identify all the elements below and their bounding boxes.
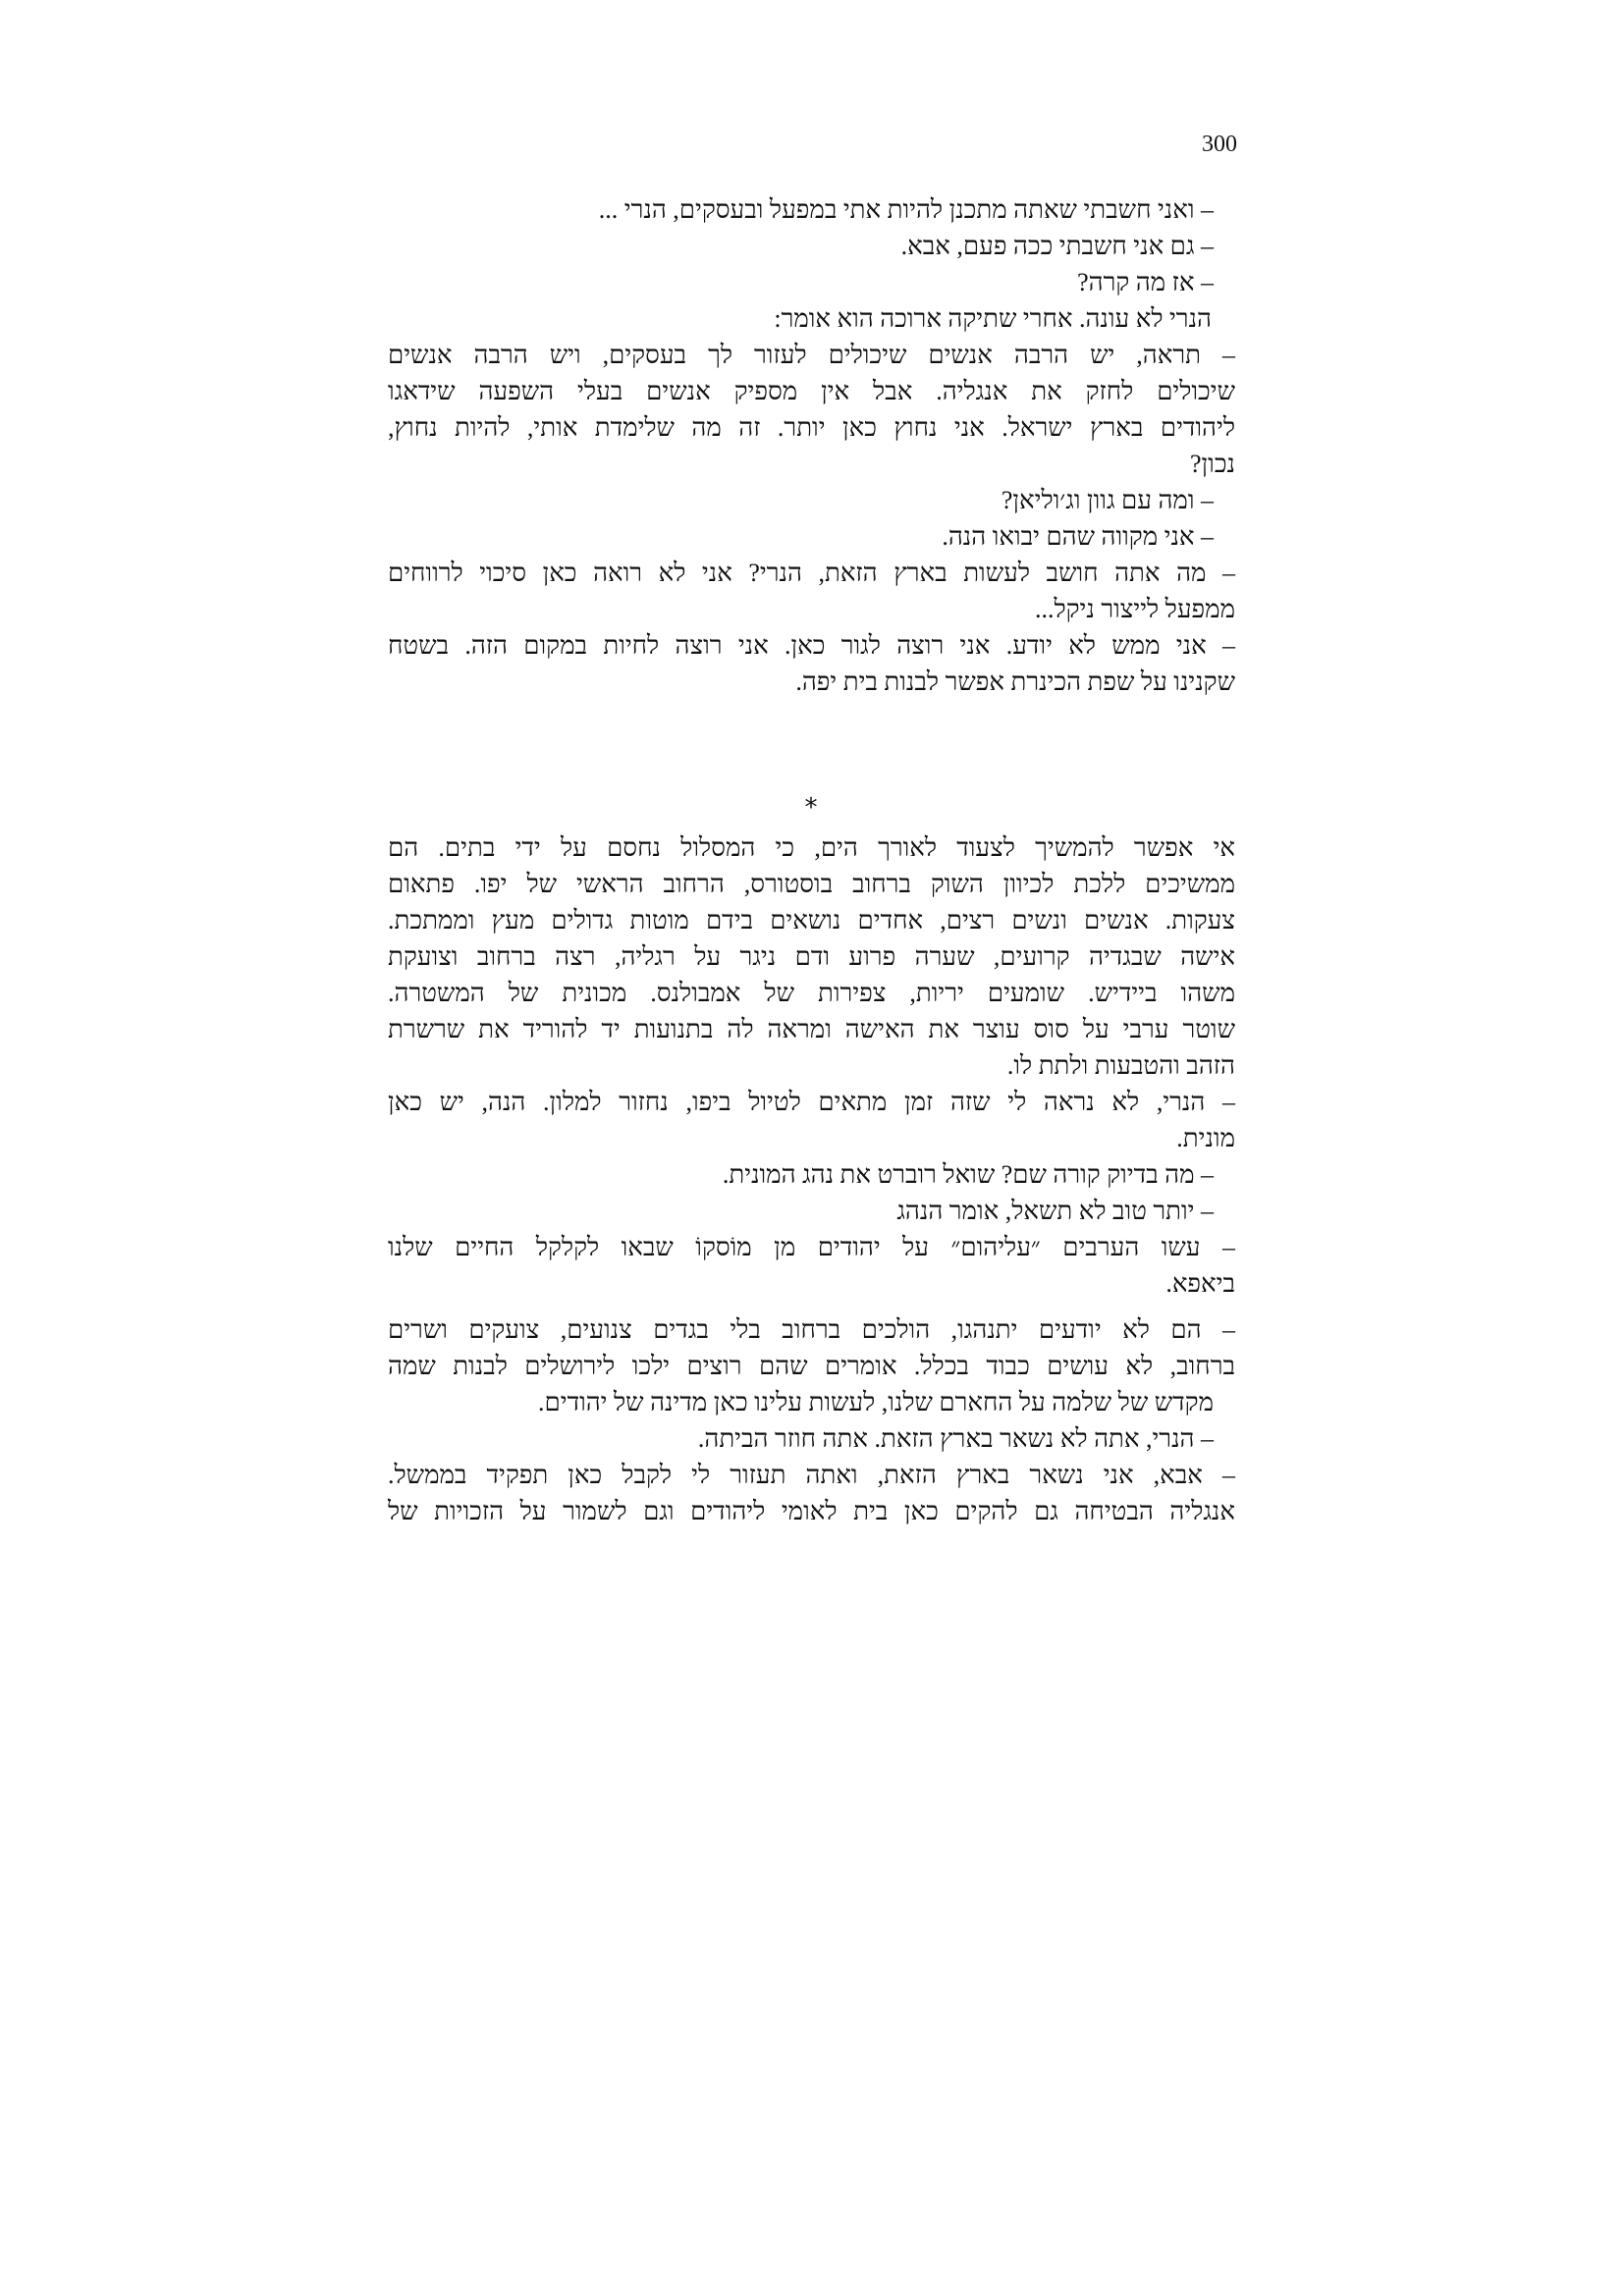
- dialogue-line: – תראה, יש הרבה אנשים שיכולים לעזור לך בעסקים, ויש הרבה אנשים: [388, 341, 1235, 369]
- narration-line: צעקות. אנשים ונשים רצים, אחדים נושאים בידם מוטות גדולים מעץ וממתכת.: [388, 906, 1235, 934]
- dialogue-line: – עשו הערבים ״עליהום״ על יהודים מן מוֹסקוֹ שבאו לקלקל החיים שלנו: [388, 1233, 1235, 1261]
- dialogue-line: – יותר טוב לא תשאל, אומר הנהג: [896, 1197, 1214, 1225]
- dialogue-line: – ומה עם גוון וג׳וליאן?: [1001, 486, 1214, 514]
- dialogue-line: – גם אני חשבתי ככה פעם, אבא.: [900, 232, 1214, 260]
- section-separator: *: [804, 793, 818, 823]
- narration-line: שוטר ערבי על סוס עוצר את האישה ומראה לה בתנועות יד להוריד את שרשרת: [388, 1015, 1235, 1043]
- dialogue-line: – ואני חשבתי שאתה מתכנן להיות אתי במפעל ובעסקים, הנרי ...: [598, 195, 1214, 224]
- narration-line: אי אפשר להמשיך לצעוד לאורך הים, כי המסלול נחסם על ידי בתים. הם: [388, 833, 1235, 862]
- dialogue-line: – מה אתה חושב לעשות בארץ הזאת, הנרי? אני לא רואה כאן סיכוי לרווחים: [388, 559, 1235, 587]
- text-line: ממפעל לייצור ניקל...: [1034, 595, 1235, 623]
- dialogue-line: – הנרי, לא נראה לי שזה זמן מתאים לטיול ביפו, נחזור למלון. הנה, יש כאן: [388, 1088, 1235, 1116]
- text-line: נכון?: [1190, 450, 1235, 478]
- dialogue-line: – אני ממש לא יודע. אני רוצה לגור כאן. אני רוצה לחיות במקום הזה. בשטח: [388, 631, 1235, 660]
- dialogue-line: – מה בדיוק קורה שם? שואל רוברט את נהג המונית.: [722, 1160, 1214, 1189]
- narration-line: הזהב והטבעות ולתת לו.: [1006, 1051, 1235, 1080]
- text-line: שקנינו על שפת הכינרת אפשר לבנות בית יפה.: [795, 667, 1235, 696]
- dialogue-line: – הנרי, אתה לא נשאר בארץ הזאת. אתה חוזר הביתה.: [697, 1424, 1214, 1453]
- text-line: שיכולים לחזק את אנגליה. אבל אין מספיק אנשים בעלי השפעה שידאגו: [388, 377, 1235, 405]
- dialogue-line: – הם לא יודעים יתנהגו, הולכים ברחוב בלי בגדים צנועים, צועקים ושרים: [388, 1315, 1235, 1344]
- narration-line: משהו ביידיש. שומעים יריות, צפירות של אמבולנס. מכונית של המשטרה.: [388, 979, 1235, 1007]
- narration-line: ממשיכים ללכת לכיוון השוק ברחוב בוסטורס, הרחוב הראשי של יפו. פתאום: [388, 870, 1235, 898]
- narration-line: הנרי לא עונה. אחרי שתיקה ארוכה הוא אומר:: [774, 304, 1212, 333]
- text-line: ביאפא.: [1165, 1269, 1235, 1298]
- text-line: מונית.: [1176, 1124, 1235, 1152]
- narration-line: אישה שבגדיה קרועים, שערה פרוע ודם ניגר על רגליה, רצה ברחוב וצועקת: [388, 942, 1235, 971]
- text-line: ברחוב, לא עושים כבוד בכלל. אומרים שהם רוצים ילכו לירושלים לבנות שמה: [388, 1352, 1235, 1380]
- page-number: 300: [1202, 132, 1237, 157]
- text-line: מקדש של שלמה על החארם שלנו, לעשות עלינו כאן מדינה של יהודים.: [538, 1388, 1214, 1416]
- dialogue-line: – אני מקווה שהם יבואו הנה.: [942, 522, 1214, 551]
- text-line: אנגליה הבטיחה גם להקים כאן בית לאומי ליהודים וגם לשמור על הזכויות של: [388, 1497, 1235, 1525]
- dialogue-line: – אבא, אני נשאר בארץ הזאת, ואתה תעזור לי לקבל כאן תפקיד בממשל.: [388, 1461, 1235, 1489]
- text-line: ליהודים בארץ ישראל. אני נחוץ כאן יותר. זה מה שלימדת אותי, להיות נחוץ,: [388, 413, 1235, 442]
- dialogue-line: – אז מה קרה?: [1077, 268, 1214, 296]
